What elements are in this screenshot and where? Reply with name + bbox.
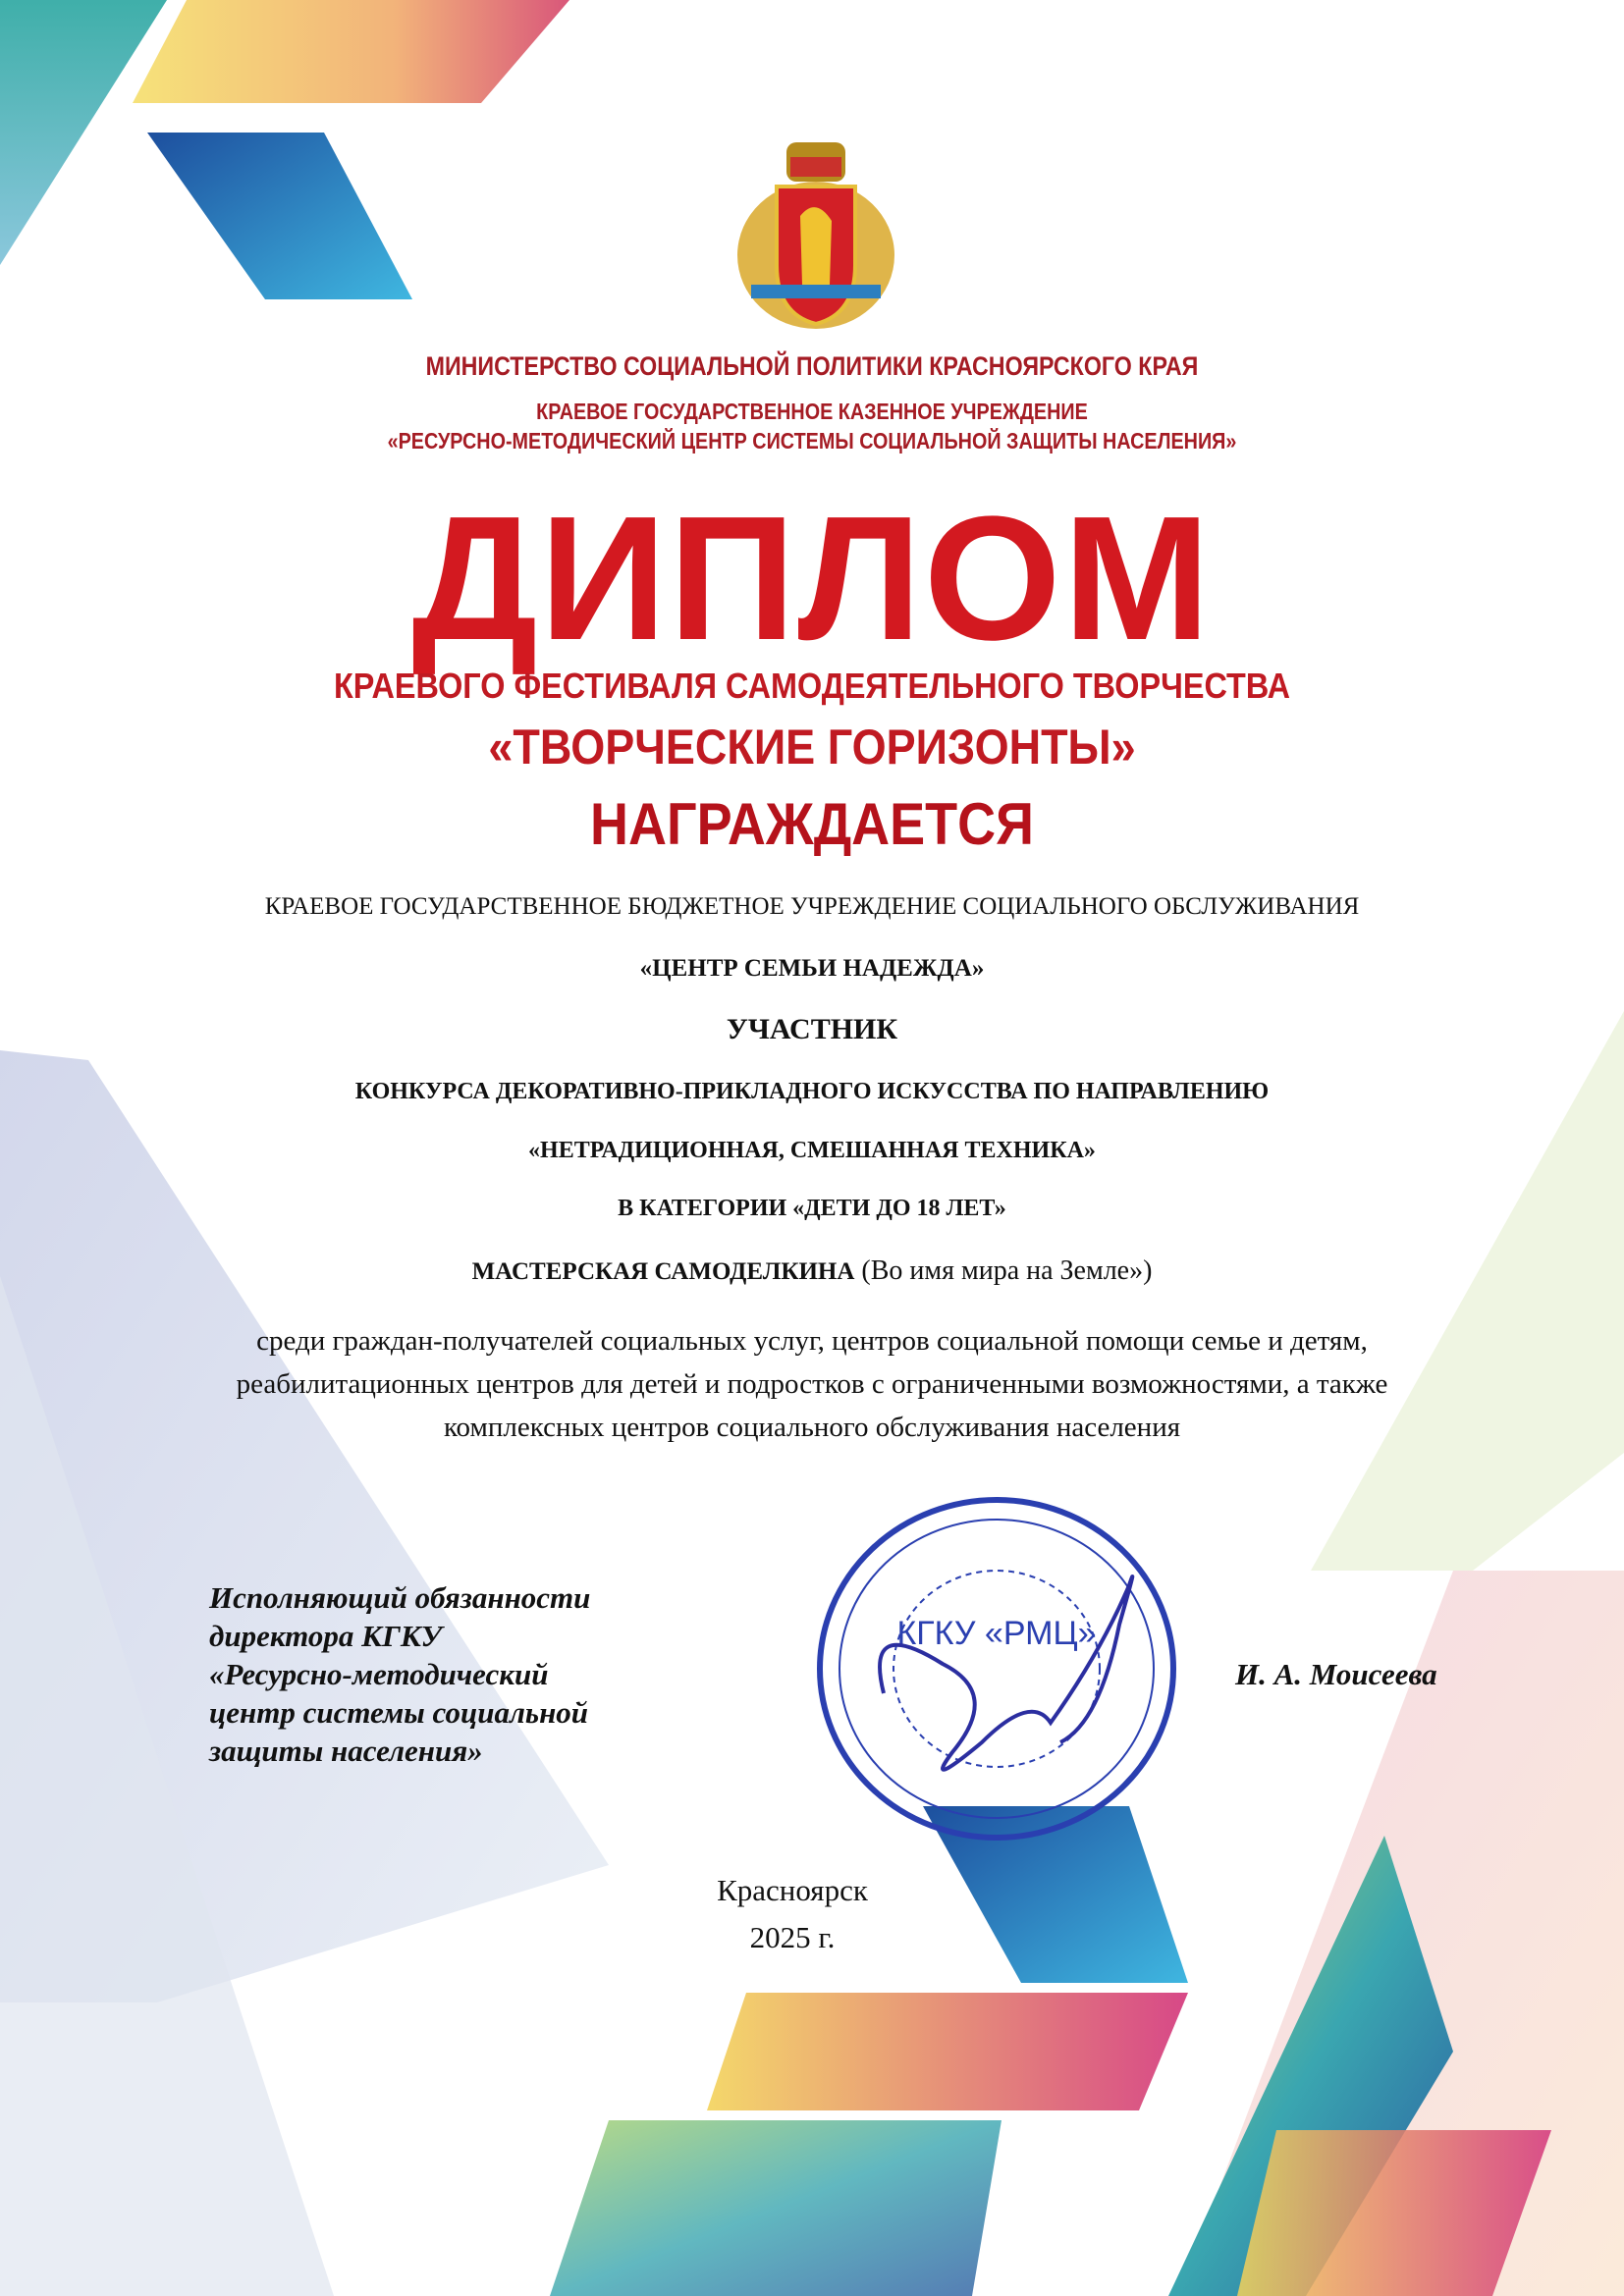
festival-name: «ТВОРЧЕСКИЕ ГОРИЗОНТЫ» [488, 720, 1136, 774]
city: Красноярск [717, 1873, 868, 1907]
stamp-center-text: КГКУ «РМЦ» [896, 1615, 1097, 1652]
festival-line-1: КРАЕВОГО ФЕСТИВАЛЯ САМОДЕЯТЕЛЬНОГО ТВОРЧЕСТВА [333, 666, 1291, 706]
position-line: «Ресурсно-методический [209, 1657, 549, 1691]
signatory-position [209, 1578, 590, 1770]
work-line [0, 1255, 1624, 1287]
recipient-org-type: КРАЕВОЕ ГОСУДАРСТВЕННОЕ БЮДЖЕТНОЕ УЧРЕЖДЕНИЕ СОЦИАЛЬНОГО ОБСЛУЖИВАНИЯ [264, 893, 1360, 920]
position-line: центр системы социальной [209, 1695, 589, 1730]
description-line-2: реабилитационных центров для детей и подростков с ограниченными возможностями, а также [236, 1368, 1388, 1400]
contest-direction: «НЕТРАДИЦИОННАЯ, СМЕШАННАЯ ТЕХНИКА» [528, 1138, 1096, 1163]
institution-line-2: «РЕСУРСНО-МЕТОДИЧЕСКИЙ ЦЕНТР СИСТЕМЫ СОЦИАЛЬНОЙ ЗАЩИТЫ НАСЕЛЕНИЯ» [387, 428, 1237, 454]
institution-line-1: КРАЕВОЕ ГОСУДАРСТВЕННОЕ КАЗЕННОЕ УЧРЕЖДЕНИЕ [536, 399, 1088, 424]
contest-category: В КАТЕГОРИИ «ДЕТИ ДО 18 ЛЕТ» [618, 1196, 1006, 1221]
ministry-name: МИНИСТЕРСТВО СОЦИАЛЬНОЙ ПОЛИТИКИ КРАСНОЯРСКОГО КРАЯ [425, 351, 1199, 381]
signatory-name: И. А. Моисеева [1235, 1657, 1437, 1691]
signature-mark [880, 1576, 1132, 1770]
recipient-status: УЧАСТНИК [726, 1013, 898, 1045]
position-line: директора КГКУ [209, 1619, 443, 1653]
position-line: защиты населения» [209, 1734, 483, 1768]
work-author: МАСТЕРСКАЯ САМОДЕЛКИНА [471, 1258, 855, 1285]
awarded-heading: НАГРАЖДАЕТСЯ [590, 791, 1034, 857]
recipient-org-name: «ЦЕНТР СЕМЬИ НАДЕЖДА» [639, 955, 985, 982]
year: 2025 г. [749, 1920, 836, 1954]
diploma-title: ДИПЛОМ [411, 480, 1213, 677]
description-line-1: среди граждан-получателей социальных услуг, центров социальной помощи семье и детям, [256, 1325, 1368, 1357]
official-stamp [805, 1497, 1218, 1850]
work-title: (Во имя мира на Земле») [854, 1255, 1153, 1286]
contest-name: КОНКУРСА ДЕКОРАТИВНО-ПРИКЛАДНОГО ИСКУССТВА ПО НАПРАВЛЕНИЮ [354, 1079, 1270, 1104]
description-line-3: комплексных центров социального обслуживания населения [443, 1412, 1181, 1443]
coat-of-arms-emblem [731, 137, 900, 334]
position-line: Исполняющий обязанности [209, 1580, 591, 1615]
